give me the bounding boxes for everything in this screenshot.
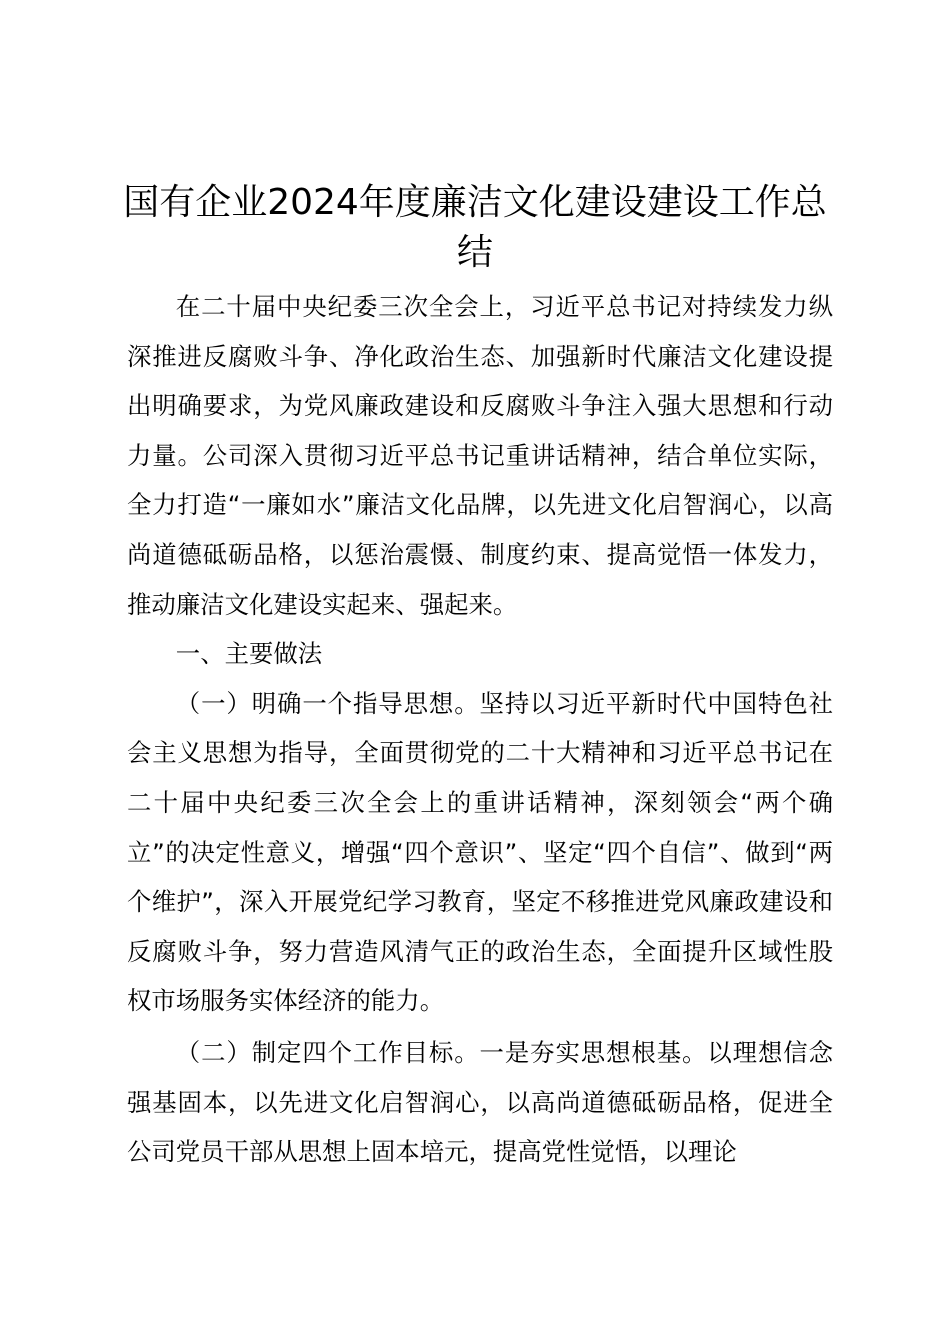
intro-paragraph: 在二十届中央纪委三次全会上，习近平总书记对持续发力纵深推进反腐败斗争、净化政治生态、加强新时代廉洁文化建设提出明确要求，为党风廉政建设和反腐败斗争注入强大思想和行动力量。公司深入贯彻习近平总书记重讲话精神，结合单位实际，全力打造“一廉如水”廉洁文化品牌，以先进文化启智润心，以高尚道德砥砺品格，以惩治震慑、制度约束、提高觉悟一体发力，推动廉洁文化建设实起来、强起来。 [127, 292, 833, 619]
subsection-paragraph-2: （二）制定四个工作目标。一是夯实思想根基。以理想信念强基固本，以先进文化启智润心，以高尚道德砥砺品格，促进全公司党员干部从思想上固本培元，提高党性觉悟，以理论 [127, 1037, 833, 1167]
document-body [127, 282, 833, 1177]
section-heading: 一、主要做法 [175, 639, 323, 669]
subsection-paragraph-1: （一）明确一个指导思想。坚持以习近平新时代中国特色社会主义思想为指导，全面贯彻党的二十大精神和习近平总书记在二十届中央纪委三次全会上的重讲话精神，深刻领会“两个确立”的决定性意义，增强“四个意识”、坚定“四个自信”、做到“两个维护”，深入开展党纪学习教育，坚定不移推进党风廉政建设和反腐败斗争，努力营造风清气正的政治生态，全面提升区域性股权市场服务实体经济的能力。 [127, 688, 833, 1016]
document-title: 国有企业2024年度廉洁文化建设建设工作总结 [123, 182, 827, 273]
